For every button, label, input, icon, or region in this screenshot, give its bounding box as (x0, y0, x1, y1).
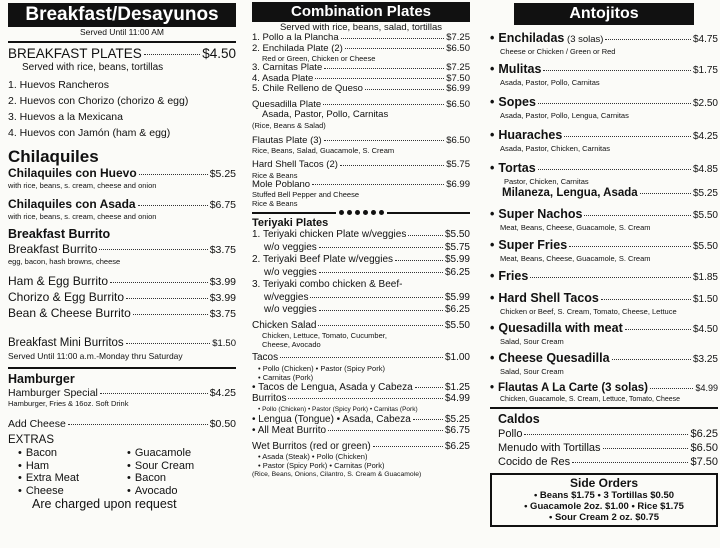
menu-item (490, 31, 718, 47)
item-name: Pollo (498, 428, 523, 440)
menu-item (8, 418, 236, 430)
item-name: 3. Carnitas Plate (252, 62, 323, 73)
item-name: • Quesadilla with meat (490, 321, 623, 335)
antojitos-title: Antojitos (514, 3, 694, 25)
breakfast-plates-name: BREAKFAST PLATES (8, 46, 142, 61)
item-price: $5.75 (444, 241, 470, 253)
menu-item (490, 186, 718, 201)
menu-item (252, 44, 470, 55)
item-price: $6.50 (690, 442, 718, 454)
menu-item (8, 274, 236, 290)
menu-item (252, 267, 470, 280)
item-price: $6.25 (444, 266, 470, 278)
item-desc: Asada, Pastor, Pollo, Lengua, Carnitas (500, 111, 629, 120)
breakfast-title: Breakfast/Desayunos (8, 3, 236, 27)
item-desc: Meat, Beans, Cheese, Guacamole, S. Cream (500, 254, 651, 263)
item-name: 4. Asada Plate (252, 72, 314, 84)
item-name: w/veggies (264, 291, 309, 303)
item-price: $4.99 (695, 383, 718, 393)
menu-item (490, 381, 718, 395)
menu-item (8, 242, 236, 257)
breakfast-column (8, 0, 236, 548)
item-name: Milaneza, Lengua, Asada (502, 187, 638, 199)
item-price: $1.75 (692, 65, 718, 76)
item-name: Hard Shell Tacos (2) (252, 159, 338, 170)
item-name: 2. Teriyaki Beef Plate w/veggies (252, 254, 394, 265)
menu-item (252, 304, 470, 317)
item-name: • Tacos de Lengua, Asada y Cabeza (252, 381, 413, 393)
menu-item (8, 387, 236, 399)
extras-title: EXTRAS (8, 434, 55, 446)
item-name: w/o veggies (264, 241, 317, 253)
section-divider (252, 210, 470, 215)
item-name: Menudo with Tortillas (498, 442, 601, 454)
item-price: $1.25 (444, 381, 470, 393)
item-price: $7.25 (446, 32, 470, 43)
item-desc: Chicken, Guacamole, S. Cream, Lettuce, Tomato, Cheese (500, 396, 681, 403)
antojitos-list (490, 31, 718, 404)
item-price: $7.50 (690, 456, 718, 468)
more-list (252, 320, 470, 480)
item-name: Flautas Plate (3) (252, 134, 322, 146)
item-price: $6.50 (446, 42, 470, 54)
extra-item: • Ham (18, 460, 127, 473)
item-price: $6.75 (444, 425, 470, 436)
item-price: $3.25 (692, 354, 718, 365)
combination-sub: Served with rice, beans, salad, tortillas (279, 22, 443, 33)
item-desc: Chicken or Beef, S. Cream, Tomato, Cheese, Lettuce (500, 307, 677, 316)
item-desc: • Asada (Steak) • Pollo (Chicken) (258, 452, 368, 461)
item-price: $6.25 (444, 440, 470, 452)
item-name: • Mulitas (490, 62, 541, 76)
breakfast-option: 2. Huevos con Chorizo (chorizo & egg) (8, 95, 189, 107)
item-name: • Super Fries (490, 238, 567, 252)
item-name: 1. Pollo a la Plancha (252, 32, 339, 43)
item-name: • Tortas (490, 161, 536, 175)
item-name: 1. Teriyaki chicken Plate w/veggies (252, 229, 407, 240)
item-desc: Asada, Pastor, Chicken, Carnitas (500, 144, 611, 153)
side-orders-box (490, 473, 718, 527)
item-name: Ham & Egg Burrito (8, 274, 109, 288)
item-name: • Super Nachos (490, 207, 582, 221)
item-desc: Hamburger, Fries & 16oz. Soft Drink (8, 399, 129, 408)
extra-item: • Bacon (18, 447, 127, 460)
item-name: 2. Enchilada Plate (2) (252, 42, 343, 54)
item-price: $6.99 (446, 178, 470, 190)
item-price: $5.25 (209, 168, 236, 180)
side-orders-line: • Sour Cream 2 oz. $0.75 (549, 512, 659, 523)
chilaquiles-title: Chilaquiles (8, 147, 99, 166)
item-price: $5.99 (444, 291, 470, 303)
item-name: • Cheese Quesadilla (490, 351, 610, 365)
item-name: 3. Teriyaki combo chicken & Beef- (252, 279, 403, 290)
antojitos-column (490, 0, 718, 548)
menu-item (252, 63, 470, 74)
breakfast-option: 4. Huevos con Jamón (ham & egg) (8, 127, 171, 139)
extras-list (8, 447, 236, 497)
item-desc: with rice, beans, s. cream, cheese and onion (8, 181, 157, 190)
hamburger-title: Hamburger (8, 372, 75, 386)
item-price: $5.25 (692, 188, 718, 199)
menu-item (490, 321, 718, 337)
item-price: $6.99 (446, 83, 470, 94)
item-name: Mole Poblano (252, 178, 311, 190)
menu-item (252, 382, 470, 394)
menu-item (252, 136, 470, 147)
mini-burritos-row (8, 336, 236, 351)
item-price: $3.75 (209, 308, 236, 320)
menu-item (252, 320, 470, 332)
menu-item (490, 161, 718, 177)
item-price: $5.50 (692, 241, 718, 252)
item-desc: Asada, Pastor, Pollo, Carnitas (500, 78, 600, 87)
item-desc: Red or Green, Chicken or Cheese (262, 54, 376, 63)
item-price: $1.00 (444, 352, 470, 363)
extra-item: • Sour Cream (127, 460, 236, 473)
item-note: (Rice, Beans & Salad) (252, 120, 326, 130)
menu-item (252, 441, 470, 453)
item-price: $3.99 (209, 276, 236, 288)
item-desc: Asada, Pastor, Pollo, Carnitas (262, 109, 389, 120)
item-name: • Lengua (Tongue) • Asada, Cabeza (252, 413, 411, 425)
item-name: • Huaraches (490, 128, 562, 142)
menu-item (252, 84, 470, 95)
item-note: Stuffed Bell Pepper and Cheese (252, 190, 360, 199)
item-price: $5.25 (444, 413, 470, 425)
breakfast-plates-row (8, 46, 236, 62)
item-desc: Pastor, Chicken, Carnitas (504, 177, 589, 186)
extras-note: Are charged upon request (32, 497, 177, 511)
item-name: Breakfast Burrito (8, 242, 98, 256)
item-desc: • Carnitas (Pork) (258, 372, 314, 382)
item-price: $5.50 (692, 210, 718, 221)
menu-item (252, 425, 470, 437)
item-desc: • Pollo (Chicken) • Pastor (Spicy Pork) • Carnitas (Pork) (258, 405, 418, 413)
item-price: $2.50 (692, 98, 718, 109)
item-name: • Fries (490, 269, 528, 283)
menu-item (498, 441, 718, 455)
side-orders-line: • Beans $1.75 • 3 Tortillas $0.50 (533, 490, 675, 501)
item-name: Burritos (252, 393, 287, 404)
item-name: Quesadilla Plate (252, 98, 322, 110)
menu-item (490, 95, 718, 111)
extra-item: • Guacamole (127, 447, 236, 460)
item-price: $0.50 (209, 418, 236, 430)
item-price: $6.25 (444, 304, 470, 315)
item-name: Hamburger Special (8, 387, 98, 399)
menu-item (252, 292, 470, 305)
menu-item (490, 291, 718, 307)
item-price: $5.75 (446, 159, 470, 170)
item-price: $6.50 (446, 134, 470, 146)
combination-title: Combination Plates (252, 2, 470, 22)
item-price: $1.50 (692, 294, 718, 305)
item-desc: Meat, Beans, Cheese, Guacamole, S. Cream (500, 223, 651, 232)
breakfast-burrito-title: Breakfast Burrito (8, 227, 111, 241)
menu-item (8, 198, 236, 212)
menu-item (8, 290, 236, 306)
menu-item (252, 229, 470, 242)
item-name: Cocido de Res (498, 456, 571, 468)
item-name: w/o veggies (264, 266, 317, 278)
combination-list (252, 33, 470, 208)
item-price: $4.25 (209, 387, 236, 399)
item-name: Tacos (252, 352, 279, 363)
menu-item (252, 242, 470, 255)
menu-item (252, 279, 470, 292)
menu-item (252, 180, 470, 191)
item-price: $3.99 (209, 292, 236, 304)
combination-column (252, 0, 470, 548)
item-price: $5.50 (444, 229, 470, 240)
item-price: $6.25 (690, 428, 718, 440)
teriyaki-title: Teriyaki Plates (252, 217, 329, 229)
item-name: • Sopes (490, 95, 536, 109)
menu-item (498, 455, 718, 469)
side-orders-title: Side Orders (569, 476, 639, 490)
item-desc: Rice & Beans (252, 199, 298, 208)
menu-item (498, 427, 718, 441)
item-name: Chicken Salad (252, 319, 317, 331)
menu-item (252, 414, 470, 426)
item-price: $4.50 (692, 324, 718, 335)
item-name: • Hard Shell Tacos (490, 291, 599, 305)
item-desc: Rice & Beans (252, 170, 298, 180)
menu-item (252, 33, 470, 44)
breakfast-options (8, 77, 236, 141)
breakfast-option: 1. Huevos Rancheros (8, 79, 109, 91)
item-name: Chorizo & Egg Burrito (8, 290, 125, 304)
item-name (490, 31, 603, 47)
teriyaki-list (252, 229, 470, 317)
extra-item: • Extra Meat (18, 472, 127, 485)
menu-item (490, 351, 718, 367)
item-name: Chilaquiles con Huevo (8, 166, 137, 180)
item-price: $4.25 (692, 131, 718, 142)
menu-item (252, 160, 470, 171)
item-price: $5.50 (444, 319, 470, 331)
item-price: $6.50 (446, 98, 470, 110)
item-desc: egg, bacon, hash browns, cheese (8, 257, 121, 266)
item-price: $4.99 (444, 393, 470, 404)
extra-item: • Cheese (18, 485, 127, 498)
item-name: w/o veggies (264, 304, 317, 315)
item-name: Wet Burritos (red or green) (252, 440, 371, 452)
item-price: $3.75 (209, 244, 236, 256)
item-desc: (Rice, Beans, Onions, Cilantro, S. Cream & Guacamole) (252, 471, 422, 478)
item-extra: (3 solas) (564, 34, 604, 45)
item-name-text: Enchiladas (498, 31, 565, 45)
item-name: • Flautas A La Carte (3 solas) (490, 381, 648, 395)
item-name: Chilaquiles con Asada (8, 197, 136, 211)
menu-item (490, 62, 718, 78)
menu-item (490, 238, 718, 254)
item-price: $7.25 (446, 62, 470, 73)
item-desc: Salad, Sour Cream (500, 337, 564, 346)
item-name: • All Meat Burrito (252, 425, 327, 436)
menu-item (8, 167, 236, 181)
extra-item: • Avocado (127, 485, 236, 498)
breakfast-option: 3. Huevos a la Mexicana (8, 111, 123, 123)
item-desc: with rice, beans, s. cream, cheese and onion (8, 212, 157, 221)
menu-item (252, 352, 470, 364)
mini-burritos-desc: Served Until 11:00 a.m.-Monday thru Saturday (8, 351, 183, 361)
caldos-title: Caldos (498, 412, 540, 426)
menu-item (490, 269, 718, 285)
item-desc: Chicken, Lettuce, Tomato, Cucumber, (262, 331, 387, 340)
item-name: Add Cheese (8, 418, 66, 430)
menu-item (252, 254, 470, 267)
item-price: $1.50 (212, 338, 236, 349)
item-desc: • Pollo (Chicken) • Pastor (Spicy Pork) (258, 363, 385, 373)
item-price: $7.50 (446, 72, 470, 84)
item-name: 5. Chile Relleno de Queso (252, 83, 363, 94)
caldos-list (490, 427, 718, 469)
item-desc: Salad, Sour Cream (500, 367, 564, 376)
item-name: Breakfast Mini Burritos (8, 337, 124, 349)
item-name: Bean & Cheese Burrito (8, 306, 131, 320)
extra-item: • Bacon (127, 472, 236, 485)
menu-item (8, 306, 236, 322)
breakfast-served-note: Served Until 11:00 AM (80, 27, 164, 37)
item-price: $1.85 (692, 272, 718, 283)
menu-item (252, 393, 470, 405)
menu-item (490, 128, 718, 144)
breakfast-plates-price: $4.50 (202, 46, 236, 61)
item-desc: Rice, Beans, Salad, Guacamole, S. Cream (252, 146, 395, 155)
item-price: $5.99 (444, 254, 470, 265)
item-price: $6.75 (209, 199, 236, 211)
item-price: $4.75 (692, 34, 718, 45)
item-price: $4.85 (692, 164, 718, 175)
item-desc: Cheese, Avocado (262, 340, 321, 349)
side-orders-line: • Guacamole 2oz. $1.00 • Rice $1.75 (524, 501, 684, 512)
item-desc: • Pastor (Spicy Pork) • Carnitas (Pork) (258, 461, 385, 470)
breakfast-plates-sub: Served with rice, beans, tortillas (22, 62, 164, 73)
item-desc: Cheese or Chicken / Green or Red (500, 47, 616, 56)
menu-item (490, 207, 718, 223)
